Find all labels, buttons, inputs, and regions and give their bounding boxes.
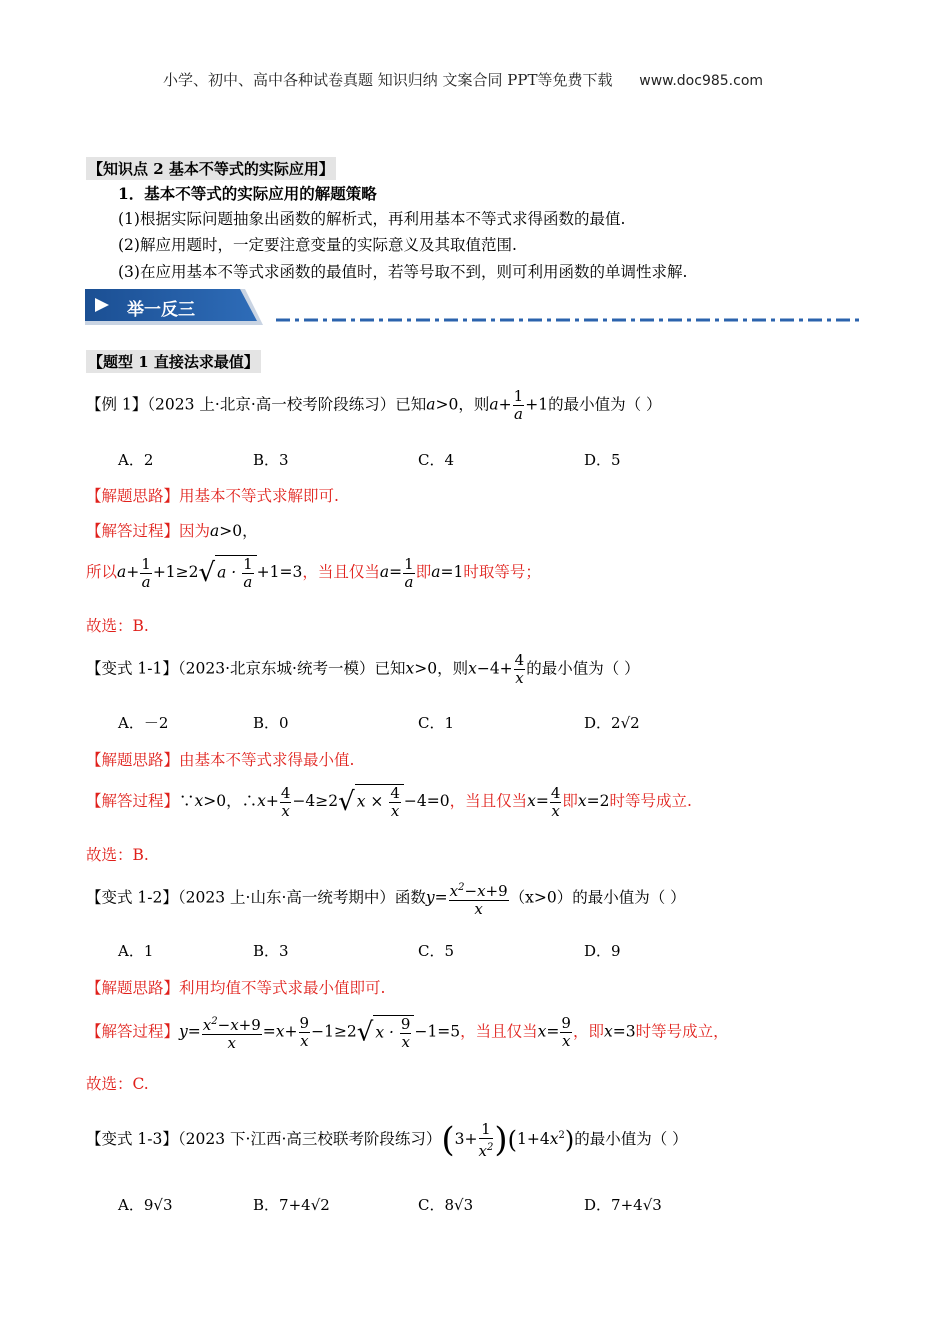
example1-tail: 的最小值为（ ）	[548, 395, 662, 414]
variant11-proc: 【解答过程】∵x>0，∴x+ $\frac{4}{x}$ −4≥2√ x × $\frac{4}{x}$ −4=0，当且仅当x= $\frac{4}{x}$ 即x=2时等号成立.	[86, 783, 692, 820]
header-url: www.doc985.com	[639, 73, 764, 89]
knowledge-p2: (2)解应用题时，一定要注意变量的实际意义及其取值范围.	[118, 236, 517, 254]
variant12-answer: 故选：C.	[86, 1075, 149, 1093]
variant11-opt-b[interactable]: B．0	[253, 714, 289, 732]
example1-question: 【例 1】（2023 上·北京·高一校考阶段练习）已知a>0，则a+ $\frac{1}{a}$ +1的最小值为（ ）	[86, 387, 662, 423]
type1-title: 【题型 1 直接法求最值】	[86, 350, 261, 373]
example1-label: 【例 1】	[86, 395, 148, 414]
knowledge-p3: (3)在应用基本不等式求函数的最值时，若等号取不到，则可利用函数的单调性求解.	[118, 263, 688, 281]
variant13-opt-d[interactable]: D．7+4√3	[584, 1196, 662, 1214]
example1-opt-b[interactable]: B．3	[253, 451, 289, 469]
example1-mid: ，则	[458, 395, 490, 414]
variant12-idea: 【解题思路】利用均值不等式求最小值即可.	[86, 979, 386, 997]
knowledge-title: 【知识点 2 基本不等式的实际应用】	[86, 157, 336, 180]
header-text: 小学、初中、高中各种试卷真题 知识归纳 文案合同 PPT等免费下载	[163, 71, 613, 89]
page-header	[163, 69, 763, 90]
example1-proc-line2: 所以a+ $\frac{1}{a}$ +1≥2√ a · $\frac{1}{a}$ +1=3，当且仅当a= $\frac{1}{a}$ 即a=1时取等号；	[86, 554, 541, 591]
variant12-proc: 【解答过程】y= $\frac{x^2-x+9}{x}$ =x+ $\frac{9}{x}$ −1≥2√ x · $\frac{9}{x}$ −1=5，当且仅当x= $\frac{9}{x}$ ，即x=3时等号成立，	[86, 1014, 729, 1052]
variant12-opt-b[interactable]: B．3	[253, 942, 289, 960]
knowledge-p1: (1)根据实际问题抽象出函数的解析式，再利用基本不等式求得函数的最值.	[118, 210, 626, 228]
knowledge-subtitle: 1．基本不等式的实际应用的解题策略	[118, 184, 377, 203]
variant11-question: 【变式 1-1】（2023·北京东城·统考一模）已知x>0，则x−4+ $\frac{4}{x}$ 的最小值为（ ）	[86, 651, 640, 687]
frac-1-over-a: $\frac{1}{a}$	[513, 387, 524, 423]
example1-idea: 【解题思路】用基本不等式求解即可.	[86, 487, 339, 505]
variant11-opt-d[interactable]: D．2√2	[584, 714, 640, 732]
variant11-idea: 【解题思路】由基本不等式求得最小值.	[86, 751, 355, 769]
variant12-opt-a[interactable]: A．1	[118, 942, 154, 960]
example1-opt-d[interactable]: D．5	[584, 451, 621, 469]
variant11-opt-c[interactable]: C．1	[418, 714, 455, 732]
example1-opt-c[interactable]: C．4	[418, 451, 455, 469]
variant13-opt-a[interactable]: A．9√3	[118, 1196, 173, 1214]
variant13-question: 【变式 1-3】（2023 下·江西·高三校联考阶段练习）(3+ $\frac{1}{x^2}$ )$(1+4x^2)$的最小值为（ ）	[86, 1119, 688, 1160]
banner-dash-line	[276, 318, 861, 322]
variant13-opt-b[interactable]: B．7+4√2	[253, 1196, 330, 1214]
variant11-answer: 故选：B.	[86, 846, 149, 864]
variant11-opt-a[interactable]: A．－2	[118, 714, 169, 732]
section-banner	[85, 289, 263, 325]
banner-label: 举一反三	[127, 300, 195, 320]
variant12-opt-d[interactable]: D．9	[584, 942, 621, 960]
example1-opt-a[interactable]: A．2	[118, 451, 154, 469]
example1-answer: 故选：B.	[86, 617, 149, 635]
example1-cond: a	[426, 395, 436, 414]
example1-source: （2023 上·北京·高一校考阶段练习）已知	[147, 395, 427, 414]
example1-proc-line1: 【解答过程】因为a>0，	[86, 522, 258, 540]
variant12-question: 【变式 1-2】（2023 上·山东·高一统考期中）函数y= $\frac{x^2-x+9}{x}$ （x>0）的最小值为（ ）	[86, 879, 686, 918]
variant13-opt-c[interactable]: C．8√3	[418, 1196, 474, 1214]
variant12-opt-c[interactable]: C．5	[418, 942, 455, 960]
